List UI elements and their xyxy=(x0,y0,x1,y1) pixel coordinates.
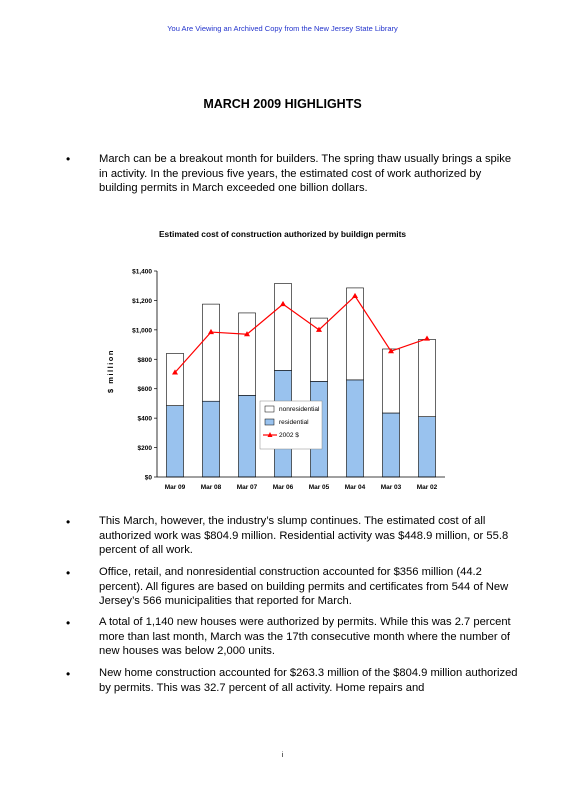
bar-nonresidential xyxy=(167,353,184,405)
x-tick-label: Mar 05 xyxy=(308,484,330,491)
bar-nonresidential xyxy=(239,313,256,395)
legend-swatch xyxy=(265,406,274,412)
construction-cost-chart xyxy=(90,255,460,500)
paragraph-5: New home construction accounted for $263.3 million of the $804.9 million authorized by permits. This was 32.7 percent of all activity. Home repairs and xyxy=(99,667,518,694)
y-tick-label: $400 xyxy=(137,415,152,423)
y-tick-label: $1,400 xyxy=(132,268,152,276)
bullet-1: • xyxy=(66,152,71,166)
bullet-2: • xyxy=(66,515,71,529)
bar-nonresidential xyxy=(383,349,400,413)
page-number: i xyxy=(281,752,284,759)
page-title: MARCH 2009 HIGHLIGHTS xyxy=(203,97,362,111)
y-axis-label: $ million xyxy=(106,349,115,393)
bullet-5: • xyxy=(66,667,71,681)
bar-residential xyxy=(419,417,436,477)
line-marker xyxy=(424,335,430,340)
paragraph-1: March can be a breakout month for builders. The spring thaw usually brings a spike in activity. In the previous five years, the estimated cost of work authorized by building permits in March exceeded one billion dollars. xyxy=(99,153,512,195)
y-tick-label: $600 xyxy=(137,386,152,394)
bar-residential xyxy=(203,401,220,477)
legend-label: residential xyxy=(279,419,309,426)
bullet-3: • xyxy=(66,566,71,580)
x-tick-label: Mar 07 xyxy=(236,484,258,491)
paragraph-4: A total of 1,140 new houses were authorized by permits. While this was 2.7 percent more than last month, March was the 17th consecutive month where the number of new houses was below 2,000 units. xyxy=(99,616,511,658)
chart-legend xyxy=(260,401,322,449)
paragraph-3: Office, retail, and nonresidential construction accounted for $356 million (44.2 percent). All figures are based on building permits and certificates from 544 of New Jersey’s 566 municipalities that reported for March. xyxy=(99,566,509,608)
bullet-4: • xyxy=(66,616,71,630)
bar-residential xyxy=(347,380,364,477)
bar-residential xyxy=(383,413,400,477)
x-tick-label: Mar 09 xyxy=(164,484,186,491)
bar-nonresidential xyxy=(419,339,436,416)
archive-banner: You Are Viewing an Archived Copy from the New Jersey State Library xyxy=(167,24,398,33)
y-tick-label: $1,200 xyxy=(132,297,152,305)
legend-label: nonresidential xyxy=(279,406,320,413)
y-tick-label: $0 xyxy=(144,474,152,482)
bar-nonresidential xyxy=(203,304,220,401)
bar-residential xyxy=(239,395,256,477)
y-tick-label: $800 xyxy=(137,356,152,364)
chart-title: Estimated cost of construction authorized by buildign permits xyxy=(158,229,407,239)
paragraph-2: This March, however, the industry’s slump continues. The estimated cost of all authorized work was $804.9 million. Residential activity was $448.9 million, or 55.8 percent of all work. xyxy=(99,515,509,557)
y-tick-label: $200 xyxy=(137,445,152,453)
x-tick-label: Mar 02 xyxy=(416,484,438,491)
x-tick-label: Mar 04 xyxy=(344,484,366,491)
legend-swatch xyxy=(265,419,274,425)
x-tick-label: Mar 03 xyxy=(380,484,402,491)
y-tick-label: $1,000 xyxy=(132,327,152,335)
bar-nonresidential xyxy=(275,284,292,371)
x-tick-label: Mar 08 xyxy=(200,484,222,491)
x-tick-label: Mar 06 xyxy=(272,484,294,491)
bar-residential xyxy=(167,406,184,477)
legend-label: 2002 $ xyxy=(279,432,299,439)
